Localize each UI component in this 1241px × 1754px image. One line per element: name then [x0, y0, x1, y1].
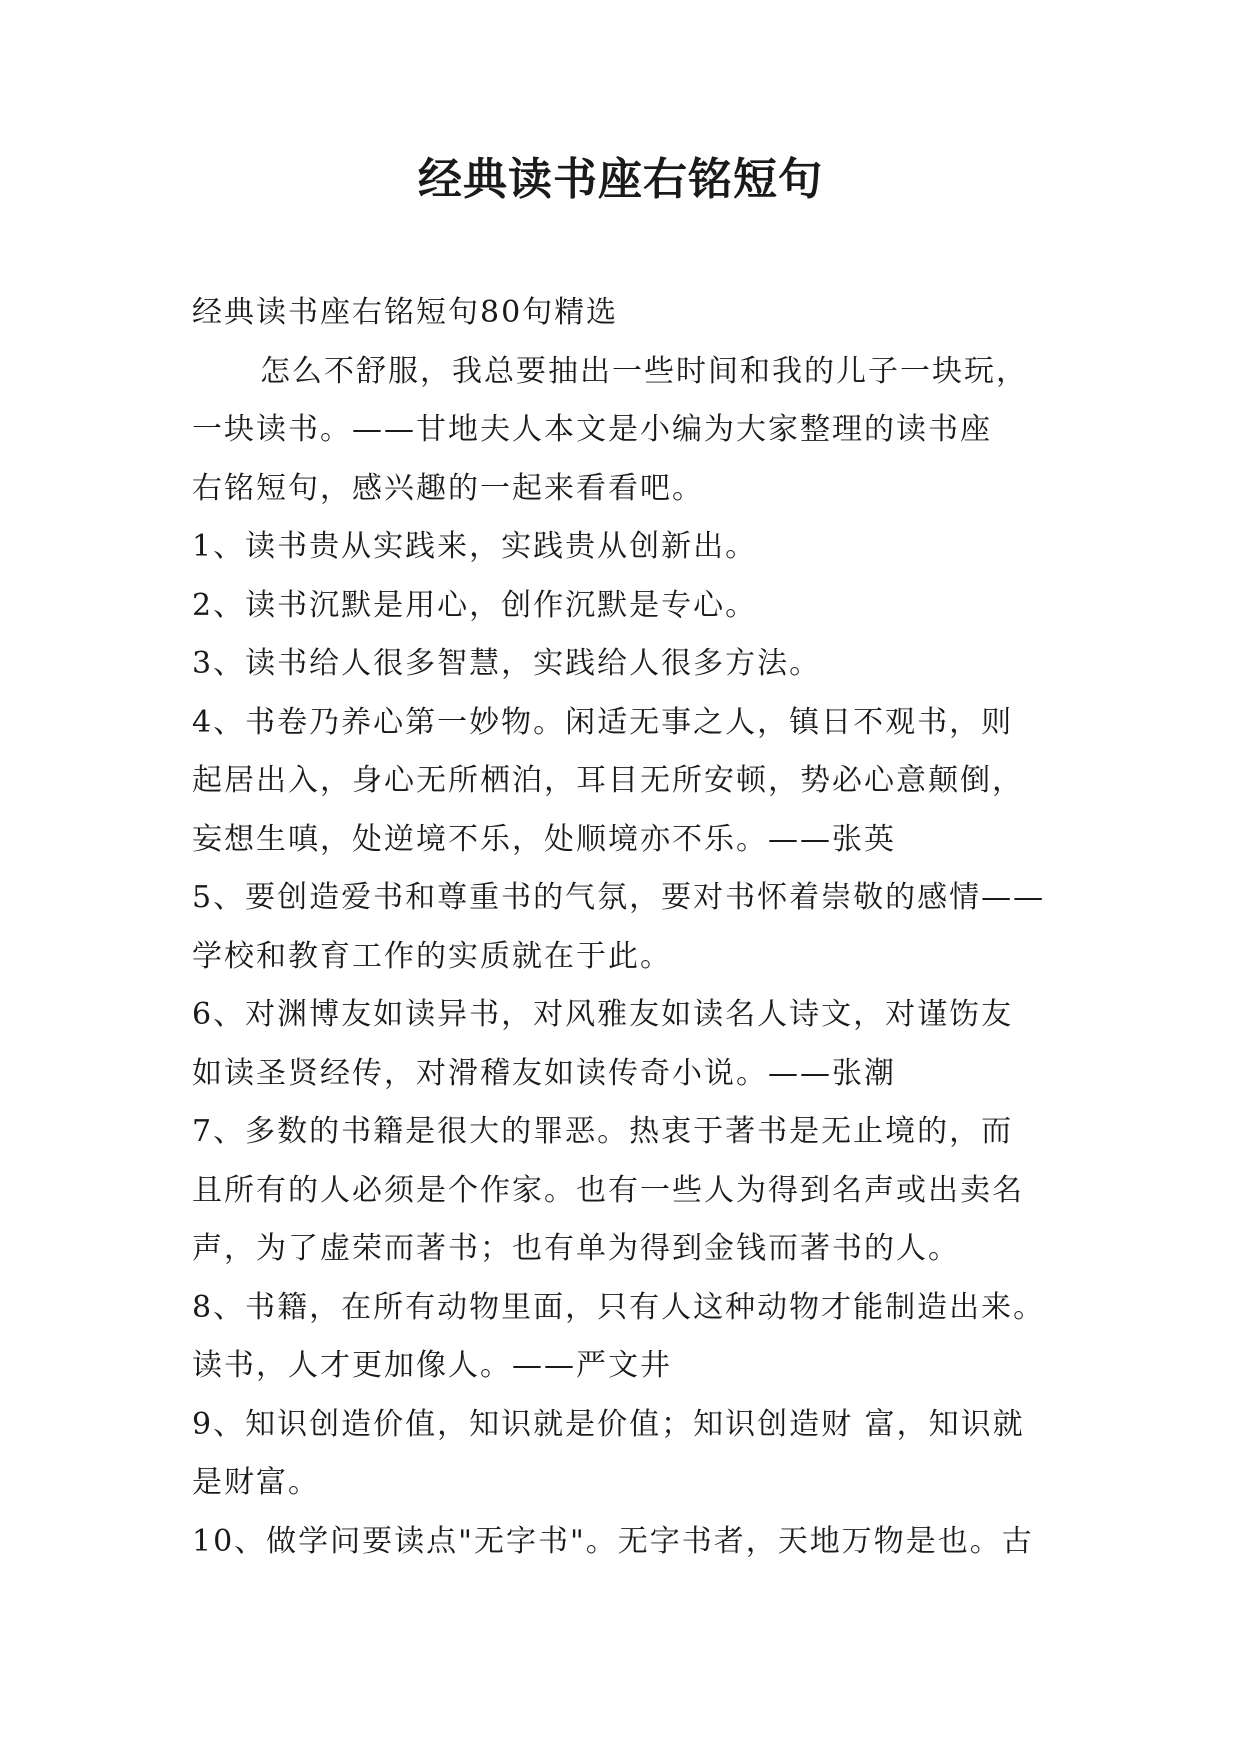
body-line: 右铭短句，感兴趣的一起来看看吧。: [192, 470, 704, 506]
document-body: [192, 284, 1072, 1571]
quote-line: 声，为了虚荣而著书；也有单为得到金钱而著书的人。: [192, 1231, 960, 1266]
body-line: 一块读书。——甘地夫人本文是小编为大家整理的读书座: [192, 412, 992, 447]
quote-line: 5、要创造爱书和尊重书的气氛，要对书怀着崇敬的感情——: [192, 880, 1046, 915]
document-title: 经典读书座右铭短句: [418, 154, 823, 205]
quote-line: 起居出入，身心无所栖泊，耳目无所安顿，势必心意颠倒，: [192, 763, 1024, 798]
quote-line: 10、做学问要读点"无字书"。无字书者，天地万物是也。古: [192, 1523, 1034, 1559]
quote-line: 是财富。: [192, 1465, 320, 1500]
quote-line: 1、读书贵从实践来，实践贵从创新出。: [192, 529, 758, 564]
quote-line: 7、多数的书籍是很大的罪恶。热衷于著书是无止境的，而: [192, 1114, 1014, 1149]
quote-line: 学校和教育工作的实质就在于此。: [192, 938, 672, 974]
quote-line: 6、对渊博友如读异书，对风雅友如读名人诗文，对谨饬友: [192, 997, 1014, 1032]
quote-line: 9、知识创造价值，知识就是价值；知识创造财 富，知识就: [192, 1406, 1025, 1442]
quote-line: 如读圣贤经传，对滑稽友如读传奇小说。——张潮: [192, 1055, 896, 1091]
quote-line: 8、书籍，在所有动物里面，只有人这种动物才能制造出来。: [192, 1289, 1046, 1325]
quote-line: 妄想生嗔，处逆境不乐，处顺境亦不乐。——张英: [192, 821, 896, 857]
quote-line: 3、读书给人很多智慧，实践给人很多方法。: [192, 646, 822, 681]
body-line: 怎么不舒服，我总要抽出一些时间和我的儿子一块玩，: [260, 353, 1028, 389]
quote-line: 2、读书沉默是用心，创作沉默是专心。: [192, 587, 758, 623]
quote-line: 读书，人才更加像人。——严文井: [192, 1348, 672, 1383]
subtitle-line: 经典读书座右铭短句80句精选: [192, 295, 619, 330]
quote-line: 4、书卷乃养心第一妙物。闲适无事之人，镇日不观书，则: [192, 704, 1014, 740]
quote-line: 且所有的人必须是个作家。也有一些人为得到名声或出卖名: [192, 1172, 1024, 1208]
